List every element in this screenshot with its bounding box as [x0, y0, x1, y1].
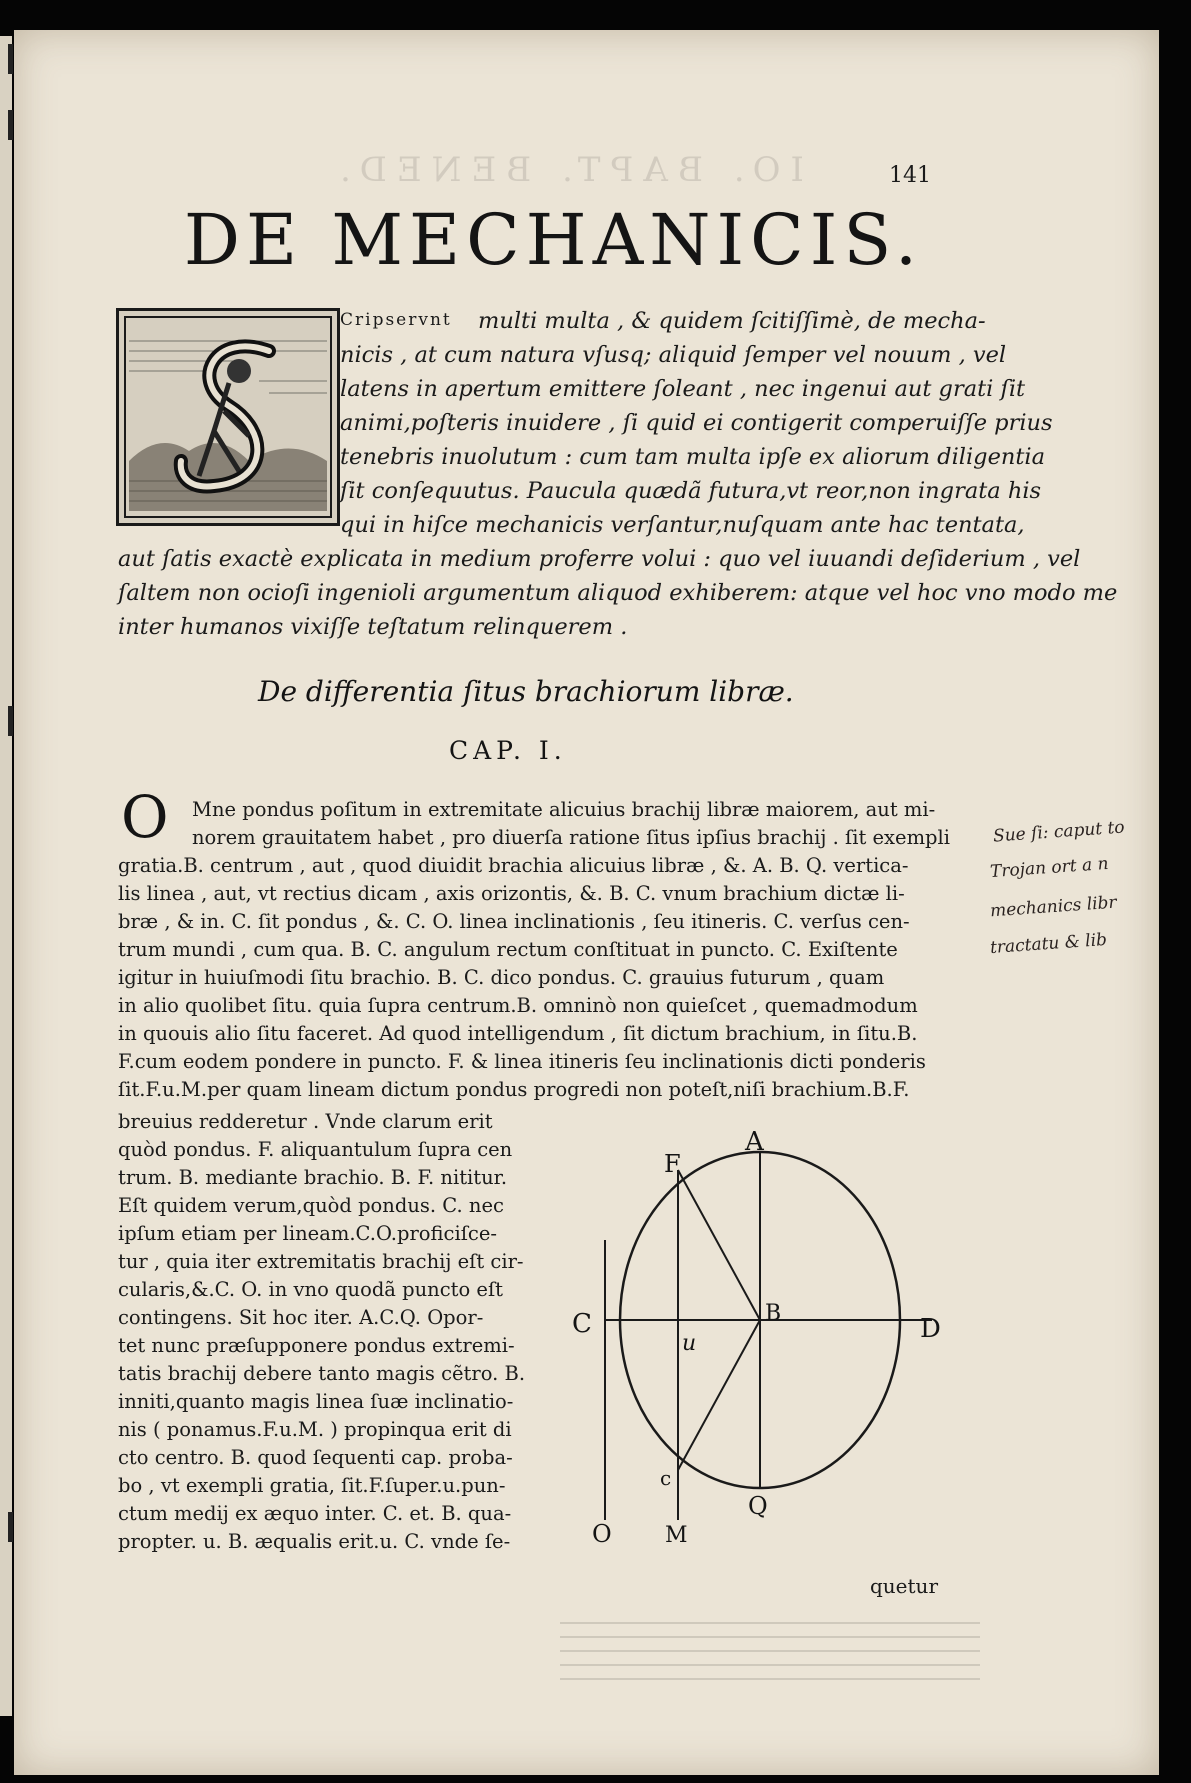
column-line: inniti,quanto magis linea ſuæ inclinatio-	[118, 1390, 514, 1413]
body-line: bræ , & in. C. ſit pondus , &. C. O. linea inclinationis , ſeu itineris. C. verſus cen-	[118, 910, 910, 933]
bleed-through-header: IO. BAPT. BENED.	[330, 150, 804, 190]
column-line: quòd pondus. F. aliquantulum ſupra cen	[118, 1138, 513, 1161]
label-o: O	[592, 1520, 612, 1548]
column-line: cto centro. B. quod ſequenti cap. proba-	[118, 1446, 513, 1469]
binding-mark	[8, 706, 13, 736]
intro-line: inter humanos vixiſſe teſtatum relinquerem .	[118, 614, 628, 640]
intro-line: aut ſatis exactè explicata in medium proferre volui : quo vel iuuandi deſiderium , vel	[118, 546, 1081, 572]
body-line: ſit.F.u.M.per quam lineam dictum pondus progredi non poteſt,niſi brachium.B.F.	[118, 1078, 910, 1101]
body-line: in quouis alio ſitu faceret. Ad quod intelligendum , ſit dictum brachium, in ſitu.B.	[118, 1022, 918, 1045]
label-b: B	[765, 1301, 782, 1326]
intro-line: ſit conſequutus. Paucula quædã futura,vt reor,non ingrata his	[340, 478, 1042, 504]
body-line: in alio quolibet ſitu. quia ſupra centrum.B. omninò non quieſcet , quemadmodum	[118, 994, 918, 1017]
body-initial: O	[121, 783, 169, 851]
intro-line: animi,poſteris inuidere , ſi quid ei contigerit comperuiſſe prius	[340, 410, 1053, 436]
column-line: trum. B. mediante brachio. B. F. nititur.	[118, 1166, 508, 1189]
column-line: Eſt quidem verum,quòd pondus. C. nec	[118, 1194, 504, 1217]
label-m: M	[665, 1523, 688, 1548]
label-f: F	[664, 1150, 681, 1178]
column-line: propter. u. B. æqualis erit.u. C. vnde ſe-	[118, 1530, 511, 1553]
label-a: A	[745, 1130, 764, 1157]
column-line: tatis brachij debere tanto magis cẽtro. B.	[118, 1362, 526, 1385]
page-edge	[0, 36, 12, 1716]
body-line: lis linea , aut, vt rectius dicam , axis orizontis, &. B. C. vnum brachium dictæ li-	[118, 882, 905, 905]
label-u: u	[682, 1331, 697, 1356]
intro-line: nicis , at cum natura vſusq; aliquid ſemper vel nouum , vel	[340, 342, 1007, 368]
body-line: norem grauitatem habet , pro diuerſa ratione ſitus ipſius brachij . ſit exempli	[192, 826, 951, 849]
binding-mark	[8, 110, 13, 140]
label-q: Q	[748, 1492, 768, 1520]
page-number: 141	[889, 163, 931, 188]
binding-mark	[8, 1512, 13, 1542]
column-line: contingens. Sit hoc iter. A.C.Q. Opor-	[118, 1306, 484, 1329]
intro-line: multi multa , & quidem ſcitiſſimè, de mecha-	[478, 308, 986, 334]
body-line: F.cum eodem pondere in puncto. F. & linea itineris ſeu inclinationis dicti ponderis	[118, 1050, 926, 1073]
chapter-number: CAP. I.	[449, 736, 567, 765]
column-line: bo , vt exempli gratia, ſit.F.ſuper.u.pun-	[118, 1474, 506, 1497]
column-line: tet nunc præſupponere pondus extremi-	[118, 1334, 515, 1357]
binding-mark	[8, 44, 13, 74]
body-line: igitur in huiuſmodi ſitu brachio. B. C. dico pondus. C. grauius futurum , quam	[118, 966, 885, 989]
intro-line: qui in hiſce mechanicis verſantur,nuſquam ante hac tentata,	[340, 512, 1025, 538]
column-line: ctum medij ex æquo inter. C. et. B. qua-	[118, 1502, 512, 1525]
column-line: tur , quia iter extremitatis brachij eſt cir-	[118, 1250, 524, 1273]
label-c-lower: c	[660, 1466, 672, 1490]
body-line: Mne pondus poſitum in extremitate alicuius brachij libræ maiorem, aut mi-	[192, 798, 936, 821]
catchword: quetur	[870, 1574, 938, 1598]
balance-diagram	[560, 1130, 1000, 1550]
arm-bf	[678, 1170, 760, 1320]
body-line: gratia.B. centrum , aut , quod diuidit brachia alicuius libræ , &. A. B. Q. vertica-	[118, 854, 909, 877]
intro-first-word: Cripservnt	[340, 310, 452, 330]
intro-line: latens in apertum emittere ſoleant , nec ingenui aut grati ſit	[340, 376, 1026, 402]
column-line: nis ( ponamus.F.u.M. ) propinqua erit di	[118, 1418, 512, 1441]
intro-line: tenebris inuolutum : cum tam multa ipſe ex aliorum diligentia	[340, 444, 1046, 470]
intro-line: ſaltem non ocioſi ingenioli argumentum aliquod exhiberem: atque vel hoc vno modo me	[118, 580, 1118, 606]
column-line: ipſum etiam per lineam.C.O.proficiſce-	[118, 1222, 497, 1245]
label-c: C	[572, 1309, 592, 1339]
column-line: breuius redderetur . Vnde clarum erit	[118, 1110, 493, 1133]
marginal-note-line: tractatu & lib	[989, 929, 1108, 959]
marginal-note-line: Sue ſi: caput to	[992, 817, 1126, 847]
chapter-heading: De differentia ſitus brachiorum libræ.	[258, 675, 794, 708]
woodcut-illustration-icon	[119, 311, 337, 523]
marginal-note-line: mechanics libr	[989, 892, 1118, 922]
body-line: trum mundi , cum qua. B. C. angulum rectum conſtituat in puncto. C. Exiſtente	[118, 938, 898, 961]
bleed-through-text	[560, 1620, 980, 1680]
marginal-note-line: Trojan ort a n	[989, 853, 1110, 883]
column-line: cularis,&.C. O. in vno quodã puncto eſt	[118, 1278, 504, 1301]
label-d: D	[920, 1314, 941, 1344]
page-title: DE MECHANICIS.	[183, 199, 924, 281]
woodcut-initial-s	[116, 308, 340, 526]
